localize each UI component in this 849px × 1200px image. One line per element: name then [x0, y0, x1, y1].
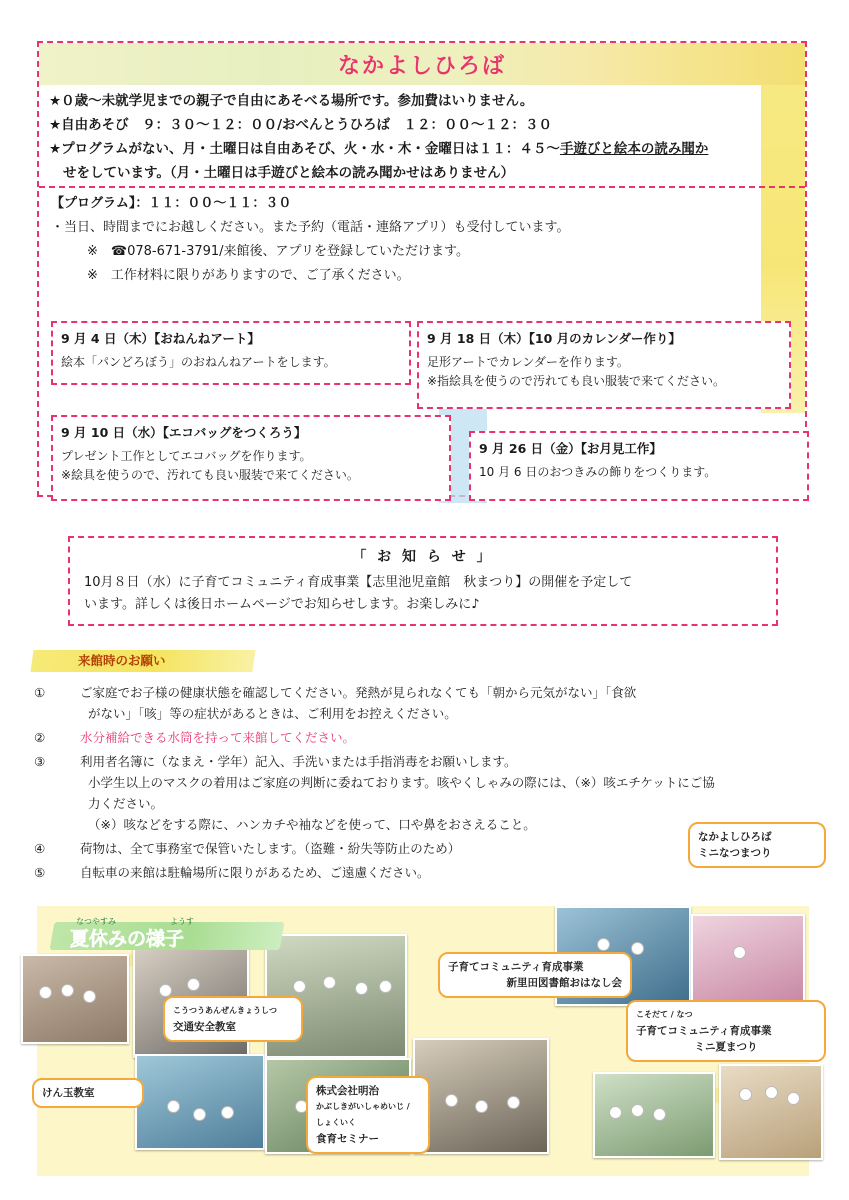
request-num-1: ① [34, 685, 46, 700]
event-1-date: 9 月 4 日（木）【おねんねアート】 [61, 331, 260, 346]
caption-meiji-ruby: かぶしきがいしゃめいじ / しょくいく [316, 1102, 410, 1127]
caption-traffic-safety [163, 996, 303, 1042]
request-2-line-1: 水分補給できる水筒を持って来館してください。 [80, 730, 356, 745]
collage-title-text: 夏休みの様子 [70, 928, 185, 950]
caption-meiji-seminar [306, 1076, 430, 1154]
collage-title-ruby-1: なつやすみ [76, 917, 116, 926]
request-num-2: ② [34, 730, 46, 745]
request-item-2 [28, 727, 818, 748]
caption-nakayoshi-line-1: なかよしひろば [698, 831, 772, 843]
photo-traffic-safety [135, 1054, 265, 1150]
event-card-4 [469, 431, 809, 501]
request-5-line-1: 自転車の来館は駐輪場所に限りがあるため、ご遠慮ください。 [80, 865, 430, 880]
photo-library-story [413, 1038, 549, 1154]
page-title: なかよしひろば [337, 54, 506, 79]
caption-nakayoshi-mini [688, 822, 826, 868]
intro-section [49, 91, 791, 187]
event-4-date: 9 月 26 日（金）【お月見工作】 [479, 441, 662, 456]
request-num-3: ③ [34, 754, 46, 769]
request-3-line-1: 利用者名簿に（なまえ・学年）記入、手洗いまたは手指消毒をお願いします。 [80, 754, 517, 769]
caption-mini-ruby: こそだて / なつ [636, 1010, 693, 1019]
notice-title: 「 お 知 ら せ 」 [352, 549, 494, 565]
event-4-body: 10 月 6 日のおつきみの飾りをつくります。 [479, 465, 717, 479]
photo-kendama [21, 954, 129, 1044]
intro-line-3-text: ★プログラムがない、月・土曜日は自由あそび、火・水・木・金曜日は１１：４５～手遊びと絵本の読み聞か [49, 141, 709, 157]
caption-meiji-line-2: 食育セミナー [316, 1133, 379, 1145]
event-2-note: ※指絵具を使うので汚れても良い服装で来てください。 [427, 374, 726, 388]
request-1-line-1: ご家庭でお子様の健康状態を確認してください。発熱が見られなくても「朝から元気がない」「食欲 [80, 685, 637, 700]
caption-mini-line-2: ミニ夏まつり [694, 1041, 758, 1053]
event-card-3 [51, 415, 451, 501]
photo-ball-play [593, 1072, 715, 1158]
caption-library-line-1: 子育てコミュニティ育成事業 [448, 961, 584, 973]
event-card-2 [417, 321, 791, 409]
program-line-3: ※ 工作材料に限りがありますので、ご了承ください。 [87, 268, 410, 283]
program-section [51, 193, 781, 289]
request-item-1 [28, 682, 818, 724]
title-band [39, 43, 805, 85]
caption-traffic-safety-line-1: 交通安全教室 [173, 1021, 236, 1033]
program-line-1: ・当日、時間までにお越しください。また予約（電話・連絡アプリ）も受付しています。 [51, 220, 570, 235]
collage-title-ruby-2: ようす [170, 917, 194, 926]
request-3-line-4: （※）咳などをする際に、ハンカチや袖などを使って、口や鼻をおさえること。 [88, 817, 536, 832]
request-4-line-1: 荷物は、全て事務室で保管いたします。（盗難・紛失等防止のため） [80, 841, 461, 856]
request-ribbon-label: 来館時のお願い [78, 653, 166, 668]
caption-kendama [32, 1078, 144, 1108]
request-num-4: ④ [34, 841, 46, 856]
photo-water-pool [719, 1064, 823, 1160]
intro-line-1: ★０歳～未就学児までの親子で自由にあそべる場所です。参加費はいりません。 [49, 93, 534, 109]
caption-library-line-2: 新里田図書館おはなし会 [506, 977, 622, 989]
program-line-2: ※ ☎078-671-3791/来館後、アプリを登録していただけます。 [87, 244, 469, 259]
caption-traffic-safety-ruby: こうつうあんぜんきょうしつ [173, 1006, 277, 1015]
request-3-line-2: 小学生以上のマスクの着用はご家庭の判断に委ねております。咳やくしゃみの際には、（※）咳エチケットにご協 [88, 775, 715, 790]
photo-yukata [691, 914, 805, 1002]
intro-line-2: ★自由あそび ９：３０～１２：００/おべんとうひろば １２：００～１２：３０ [49, 117, 553, 133]
request-1-line-2: がない」「咳」等の症状があるときは、ご利用をお控えください。 [88, 706, 457, 721]
caption-mini-natsumatsuri [626, 1000, 826, 1062]
notice-line-1: 10月８日（水）に子育てコミュニティ育成事業【志里池児童館 秋まつり】の開催を予定して [84, 575, 633, 590]
caption-kendama-line-1: けん玉教室 [42, 1087, 95, 1099]
event-3-date: 9 月 10 日（水）【エコバッグをつくろう】 [61, 425, 307, 440]
caption-mini-line-1: 子育てコミュニティ育成事業 [636, 1025, 772, 1037]
event-3-note: ※絵具を使うので、汚れても良い服装で来てください。 [61, 468, 359, 482]
notice-line-2: います。詳しくは後日ホームページでお知らせします。お楽しみに♪ [84, 597, 480, 612]
main-info-box [37, 41, 807, 497]
event-1-body: 絵本「パンどろぼう」のおねんねアートをします。 [61, 355, 336, 369]
request-num-5: ⑤ [34, 865, 46, 880]
caption-library-story [438, 952, 632, 998]
collage-title [52, 918, 282, 954]
caption-meiji-line-1: 株式会社明治 [316, 1085, 379, 1097]
event-3-body: プレゼント工作としてエコバッグを作ります。 [61, 449, 312, 463]
event-2-date: 9 月 18 日（木）【10 月のカレンダー作り】 [427, 331, 681, 346]
intro-line-4: せをしています。（月・土曜日は手遊びと絵本の読み聞かせはありません） [63, 165, 515, 181]
program-heading: 【プログラム】：１１：００～１１：３０ [51, 196, 292, 211]
event-2-body: 足形アートでカレンダーを作ります。 [427, 355, 629, 369]
caption-nakayoshi-line-2: ミニなつまつり [698, 847, 772, 859]
event-card-1 [51, 321, 411, 385]
notice-box [68, 536, 778, 626]
intro-line-3 [49, 139, 791, 159]
section-divider [39, 186, 805, 188]
request-3-line-3: 力ください。 [88, 796, 164, 811]
